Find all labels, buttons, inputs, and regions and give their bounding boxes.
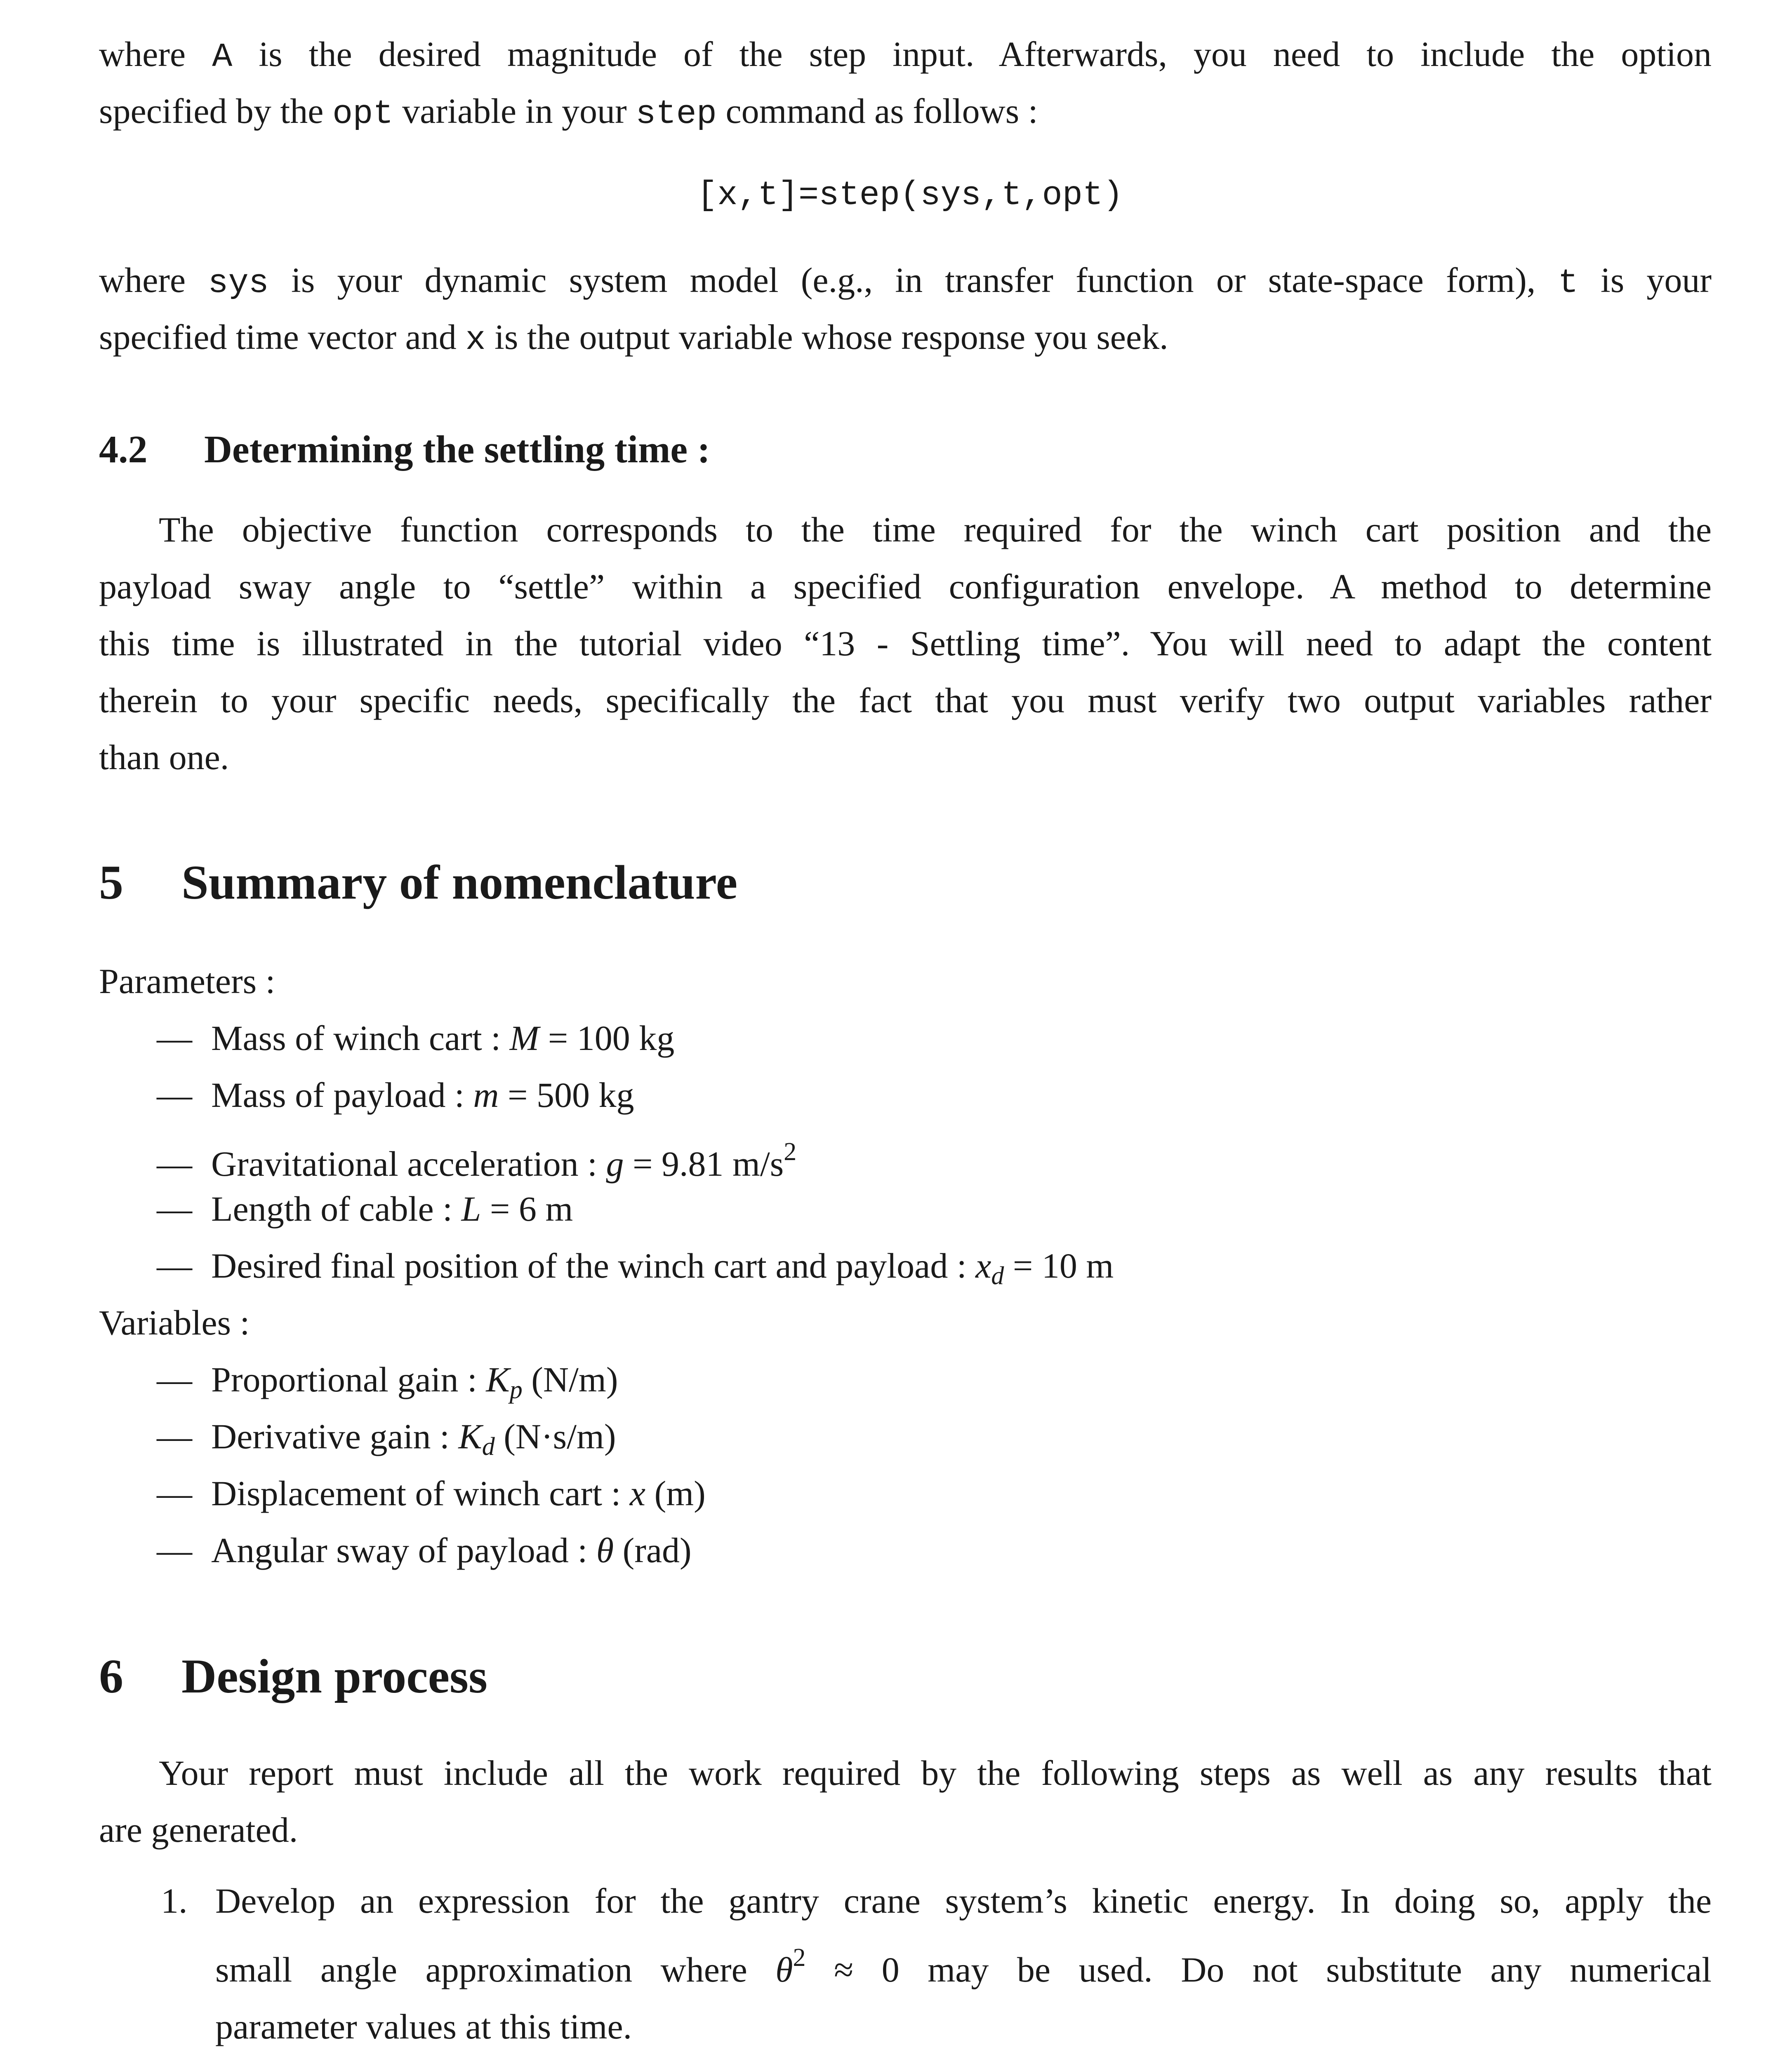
item1-line-3: parameter values at this time. [215, 2007, 632, 2046]
param-item: — Desired final position of the winch cart and payload : $x_d = 10$ m [157, 1246, 1114, 1290]
item1-line-2: small angle approximation where $\theta^2 \approx 0$ may be used. Do not substitute any numerical [215, 1944, 1712, 1989]
where-line-1: where sys is your dynamic system model (e.g., in transfer function or state-space form), t is your [99, 260, 1712, 302]
code-A: A [212, 38, 233, 76]
item1-line-1: Develop an expression for the gantry crane system’s kinetic energy. In doing so, apply the [215, 1881, 1712, 1921]
code-t: t [1558, 264, 1578, 302]
list-item [215, 2056, 1712, 2062]
param-item: — Mass of winch cart : M = 100 kg [157, 1018, 675, 1058]
list-item-number [161, 2056, 188, 2062]
sec6-intro-line-2: are generated. [99, 1810, 298, 1850]
sec42-line-2: payload sway angle to “settle” within a specified configuration envelope. A method to determine [99, 567, 1712, 606]
section-title: Determining the settling time : [204, 428, 710, 471]
section-6-heading [99, 1643, 487, 1709]
variable-item: — Angular sway of payload : θ (rad) [157, 1530, 692, 1570]
section-title: Design process [181, 1649, 487, 1703]
item2-line-1 [215, 2056, 1712, 2062]
sec6-intro-line-1: Your report must include all the work required by the following steps as well as any results that [159, 1753, 1712, 1793]
parameters-label: Parameters : [99, 961, 276, 1001]
section-number: 6 [99, 1649, 123, 1703]
intro-line-1: where A is the desired magnitude of the step input. Afterwards, you need to include the option [99, 34, 1712, 76]
sec42-line-3: this time is illustrated in the tutorial video “13 - Settling time”. You will need to adapt the content [99, 624, 1712, 663]
code-sys: sys [208, 264, 269, 302]
variable-item: — Displacement of winch cart : x (m) [157, 1474, 706, 1513]
code-opt: opt [332, 95, 393, 133]
variable-item: — Proportional gain : $K_p$ (N/m) [157, 1360, 618, 1404]
list-item [161, 1872, 1712, 2055]
code-line: [x,t]=step(sys,t,opt) [697, 176, 1123, 214]
section-4-2-heading [99, 421, 710, 478]
param-item: — Gravitational acceleration : g = 9.81 $m/s^2$ [157, 1138, 797, 1184]
sec42-line-4: therein to your specific needs, specifically the fact that you must verify two output variables rather [99, 680, 1712, 720]
sec42-line-5: than one. [99, 737, 229, 777]
code-step: step [636, 95, 717, 133]
param-item: — Length of cable : L = 6 m [157, 1189, 573, 1229]
section-title: Summary of nomenclature [181, 855, 738, 909]
variables-label: Variables : [99, 1303, 250, 1342]
param-item: — Mass of payload : m = 500 kg [157, 1075, 634, 1115]
section-5-heading [99, 850, 737, 916]
sec42-line-1: The objective function corresponds to the time required for the winch cart position and the [159, 510, 1712, 549]
section-number: 4.2 [99, 428, 148, 471]
variable-item: — Derivative gain : $K_d$ (N·s/m) [157, 1417, 616, 1461]
code-x: x [465, 321, 486, 359]
intro-line-2: specified by the opt variable in your step command as follows : [99, 91, 1038, 133]
section-number: 5 [99, 855, 123, 909]
list-item-number: 1. [161, 1881, 188, 1921]
where-line-2: specified time vector and x is the output variable whose response you seek. [99, 317, 1168, 359]
